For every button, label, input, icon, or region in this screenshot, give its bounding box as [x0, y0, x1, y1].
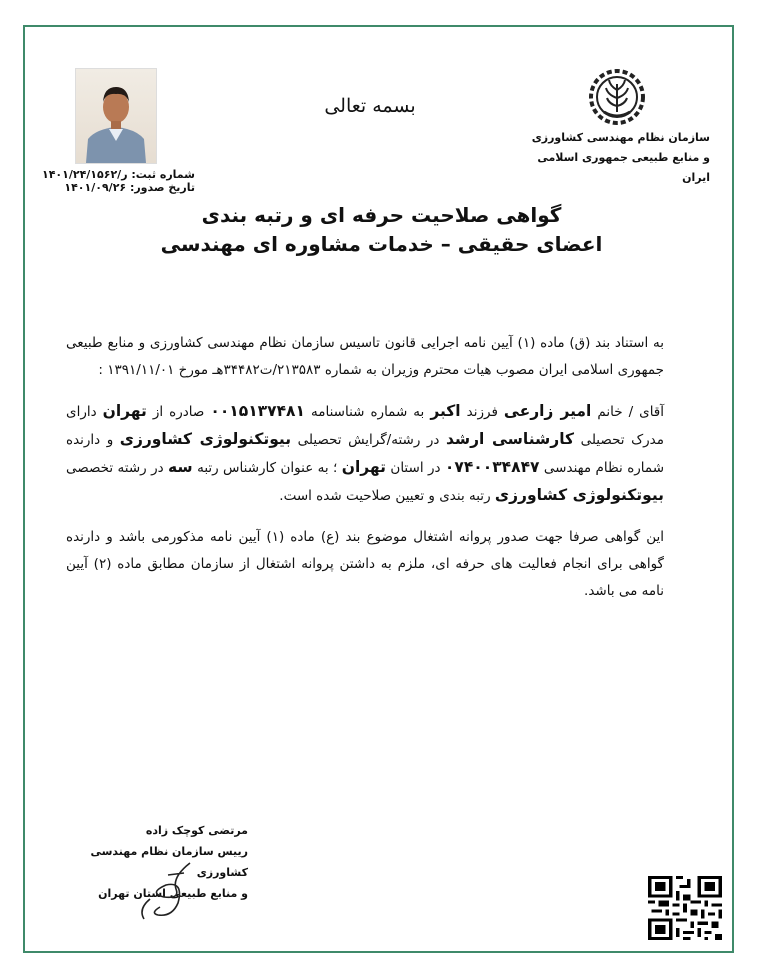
portrait-photo: [75, 68, 157, 164]
issue-city-label: صادره از: [152, 403, 205, 420]
certificate-body: [66, 330, 664, 619]
organization-name-line2: و منابع طبیعی جمهوری اسلامی ایران: [537, 151, 710, 184]
rank: سه: [168, 458, 193, 477]
signatory-role-line1: رییس سازمان نظام مهندسی کشاورزی: [90, 845, 248, 879]
certificate-title: گواهی صلاحیت حرفه ای و رتبه بندی: [201, 203, 562, 227]
holder-prefix-label: آقای / خانم: [597, 403, 665, 420]
qr-code-icon: [648, 876, 722, 944]
degree: کارشناسی ارشد: [445, 429, 575, 448]
registration-number: شماره ثبت: ر/۱۴۰۱/۲۴/۱۵۶۲: [41, 168, 195, 181]
issue-city: تهران: [102, 401, 147, 420]
organization-name: [515, 128, 710, 188]
father-name: اکبر: [430, 401, 461, 420]
certification-ending: رتبه بندی و تعیین صلاحیت شده است.: [279, 488, 491, 505]
handwritten-signature: [120, 855, 210, 929]
specialty: بیوتکنولوژی کشاورزی: [494, 486, 664, 505]
specialty-label: در رشته تخصصی: [66, 460, 164, 477]
bismillah-heading: بسمه تعالی: [324, 95, 416, 117]
signatory-role-line2: و منابع طبیعی استان تهران: [98, 887, 248, 900]
rank-label: ؛ به عنوان کارشناس رتبه: [197, 460, 338, 477]
degree-label: دارای مدرک تحصیلی: [66, 403, 664, 448]
father-label: فرزند: [466, 403, 498, 420]
holder-paragraph: [66, 398, 664, 511]
usage-note-paragraph: این گواهی صرفا جهت صدور پروانه اشتغال موضوع بند (ع) ماده (۱) آیین نامه مذکورمی باشد و دارنده گواهی برای انجام فعالیت های حرفه ای، ملزم به داشتن پروانه اشتغال از سازمان مطابق ماده (۲) آیین نامه می باشد.: [66, 528, 665, 600]
certificate-subtitle: اعضای حقیقی – خدمات مشاوره ای مهندسی: [160, 232, 603, 256]
signatory-name: مرتضی کوچک زاده: [145, 824, 248, 837]
engineering-number-label: و دارنده شماره نظام مهندسی: [66, 431, 665, 477]
organization-name-line1: سازمان نظام مهندسی کشاورزی: [531, 131, 710, 144]
organization-emblem-icon: [582, 68, 652, 126]
field-of-study: بیوتکنولوژی کشاورزی: [119, 429, 292, 448]
registration-info: [20, 168, 195, 194]
engineering-number: ۰۷۴۰۰۳۴۸۴۷: [444, 458, 540, 477]
province: تهران: [341, 458, 386, 477]
id-number-label: به شماره شناسنامه: [311, 403, 425, 420]
province-label: در استان: [390, 460, 441, 477]
legal-basis-paragraph: به استناد بند (ق) ماده (۱) آیین نامه اجرایی قانون تاسیس سازمان نظام مهندسی کشاورزی و منابع طبیعی جمهوری اسلامی ایران مصوب هیات محترم وزیران به شماره ۲۱۳۵۸۳/ت۳۴۴۸۲هـ مورخ ۱۳۹۱/۱۱/۰۱ :: [66, 335, 664, 379]
field-label: در رشته/گرایش تحصیلی: [297, 431, 440, 448]
issue-date: تاریخ صدور: ۱۴۰۱/۰۹/۲۶: [64, 181, 195, 194]
holder-name: امیر زارعی: [503, 401, 592, 420]
id-number: ۰۰۱۵۱۳۷۴۸۱: [210, 401, 305, 420]
